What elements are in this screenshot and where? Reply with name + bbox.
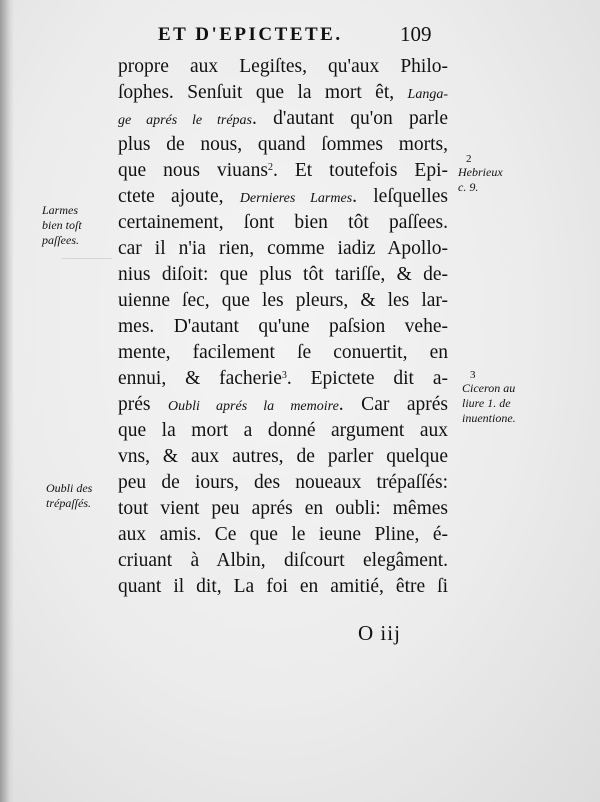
text-line: aux amis. Ce que le ieune Pline, é- — [118, 524, 448, 545]
text-line: ge aprés le trépas. d'autant qu'on parle — [118, 108, 448, 129]
text-line: certainement, ſont bien tôt paſſees. — [118, 212, 448, 233]
text-line: car il n'ia rien, comme iadiz Apollo- — [118, 238, 448, 259]
text-line: ctete ajoute, Dernieres Larmes. leſquelles — [118, 186, 448, 207]
text-line: ſophes. Senſuit que la mort êt, Langa- — [118, 82, 448, 103]
margin-note-larmes: Larmes bien toſt paſſees. — [42, 203, 82, 247]
text-line: que la mort a donné argument aux — [118, 420, 448, 441]
footnote-number: 3 — [470, 369, 476, 381]
margin-note-ciceron: 3 Ciceron au liure 1. de inuentione. — [462, 369, 516, 425]
text-line: mente, facilement ſe conuertit, en — [118, 342, 448, 363]
text-line: que nous viuans$^2$. Et toutefois Epi- — [118, 160, 448, 181]
text-line: prés Oubli aprés la memoire. Car aprés — [118, 394, 448, 415]
text-line: uienne ſec, que les pleurs, & les lar- — [118, 290, 448, 311]
running-title: ET D'EPICTETE. — [158, 24, 343, 45]
text-line: criuant à Albin, diſcourt elegâment. — [118, 550, 448, 571]
text-line: mes. D'autant qu'une paſsion vehe- — [118, 316, 448, 337]
footnote-number: 2 — [466, 153, 472, 165]
main-text-block — [118, 54, 448, 600]
text-line: plus de nous, quand ſommes morts, — [118, 134, 448, 155]
inline-marginal-gloss: Langa- — [407, 87, 448, 102]
text-line: nius diſoit: que plus tôt tariſſe, & de- — [118, 264, 448, 285]
text-line: vns, & aux autres, de parler quelque — [118, 446, 448, 467]
signature-mark: O iij — [358, 621, 401, 645]
text-line: peu de iours, des noueaux trépaſſés: — [118, 472, 448, 493]
margin-note-hebrieux: 2 Hebrieux c. 9. — [458, 153, 503, 194]
inline-marginal-gloss: Oubli aprés la memoire — [168, 399, 339, 414]
margin-note-oubli: Oubli des trépaſſés. — [46, 481, 93, 510]
page-number: 109 — [400, 22, 432, 46]
text-line: tout vient peu aprés en oubli: mêmes — [118, 498, 448, 519]
inline-marginal-gloss: Dernieres Larmes — [239, 191, 353, 206]
text-line: quant il dit, La foi en amitié, être ſi — [118, 576, 448, 597]
footnote-ref: 3 — [281, 370, 287, 381]
text-line: ennui, & facherie$^3$. Epictete dit a- — [118, 368, 448, 389]
footnote-ref: 2 — [267, 162, 273, 173]
page-header — [0, 22, 600, 50]
text-line: propre aux Legiſtes, qu'aux Philo- — [118, 56, 448, 77]
inline-marginal-gloss: ge aprés le trépas — [118, 113, 253, 128]
gutter-shadow — [0, 0, 14, 802]
bleed-through-mark — [62, 258, 112, 267]
